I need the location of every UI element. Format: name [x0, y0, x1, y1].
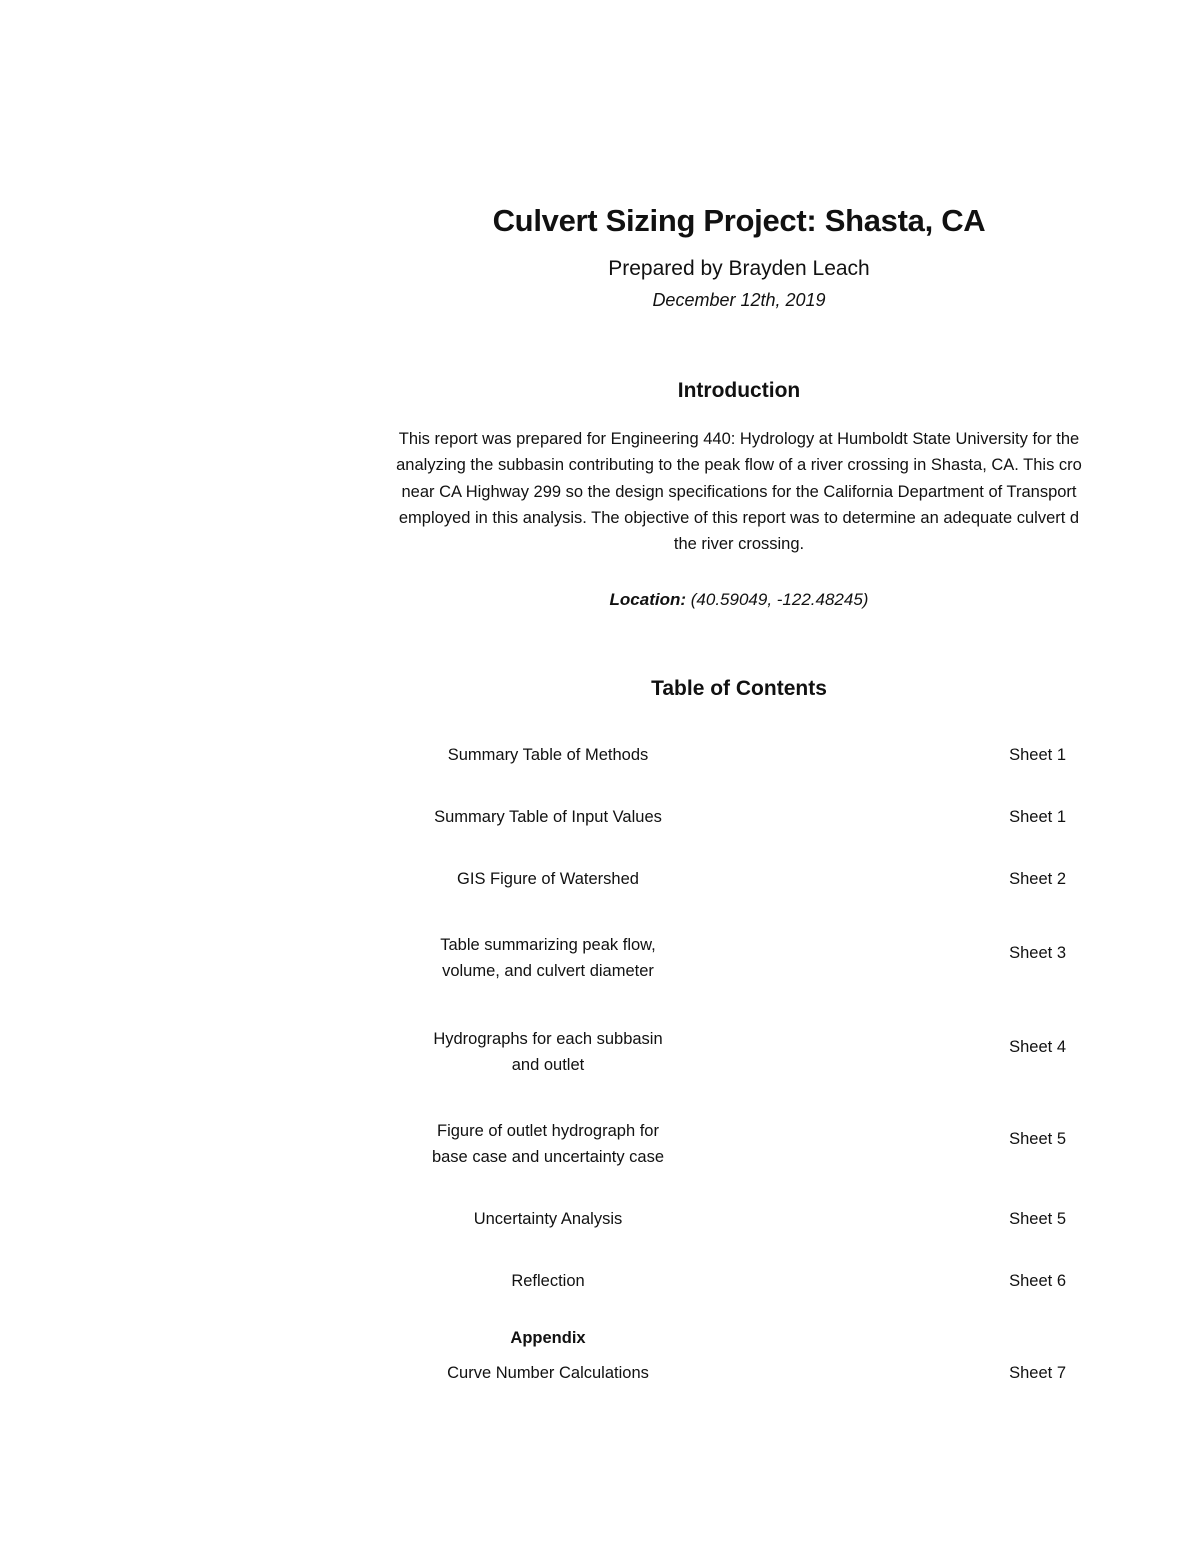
- introduction-heading: Introduction: [677, 379, 801, 402]
- toc-item-sheet: Sheet 4: [1009, 1038, 1066, 1056]
- intro-line: This report was prepared for Engineering 440: Hydrology at Humboldt State University for the: [398, 430, 1080, 448]
- toc-item-text: volume, and culvert diameter: [442, 962, 654, 980]
- intro-line: analyzing the subbasin contributing to the peak flow of a river crossing in Shasta, CA. This cro: [396, 456, 1082, 475]
- toc-item-sheet: Sheet 2: [1009, 870, 1066, 888]
- toc-item-text: Summary Table of Input Values: [434, 808, 662, 826]
- toc-item-text: Reflection: [511, 1272, 585, 1290]
- appendix-item-label: [398, 1360, 698, 1386]
- toc-item-label: [398, 932, 698, 984]
- toc-item-label: [398, 1206, 698, 1232]
- toc-item-text: and outlet: [511, 1056, 585, 1074]
- document-author: Prepared by Brayden Leach: [608, 257, 870, 280]
- toc-item-sheet: Sheet 6: [1009, 1272, 1066, 1290]
- toc-item-label: [398, 1026, 698, 1078]
- toc-item-label: [398, 1268, 698, 1294]
- document-title: Culvert Sizing Project: Shasta, CA: [492, 203, 986, 238]
- toc-item-label: [398, 804, 698, 830]
- toc-item-sheet: Sheet 1: [1009, 746, 1066, 764]
- toc-item-label: [398, 866, 698, 892]
- toc-item-text: Uncertainty Analysis: [473, 1210, 623, 1228]
- intro-line: the river crossing.: [673, 535, 805, 554]
- toc-item-text: Figure of outlet hydrograph for: [437, 1122, 659, 1140]
- toc-item-text: GIS Figure of Watershed: [457, 870, 639, 888]
- toc-item-sheet: Sheet 1: [1009, 808, 1066, 826]
- toc-item-text: Summary Table of Methods: [447, 746, 649, 764]
- intro-line: near CA Highway 299 so the design specifications for the California Department of Transport: [401, 482, 1077, 501]
- intro-line: employed in this analysis. The objective of this report was to determine an adequate culvert d: [398, 508, 1080, 527]
- document-date: December 12th, 2019: [652, 290, 826, 310]
- location-coordinates: [0, 590, 1200, 610]
- appendix-item-sheet: Sheet 7: [1009, 1364, 1066, 1382]
- toc-item-text: Table summarizing peak flow,: [440, 936, 656, 954]
- toc-item-sheet: Sheet 3: [1009, 944, 1066, 962]
- toc-item-label: [398, 1118, 698, 1170]
- introduction-paragraph: [0, 426, 1084, 566]
- appendix-heading: Appendix: [510, 1329, 586, 1347]
- toc-item-label: [398, 742, 698, 768]
- toc-item-text: Hydrographs for each subbasin: [433, 1030, 663, 1048]
- toc-heading: Table of Contents: [651, 677, 827, 700]
- location-value: (40.59049, -122.48245): [686, 590, 869, 609]
- location-label: Location:: [609, 590, 687, 609]
- toc-item-text: base case and uncertainty case: [431, 1148, 665, 1166]
- toc-item-sheet: Sheet 5: [1009, 1130, 1066, 1148]
- toc-item-text: Curve Number Calculations: [447, 1364, 649, 1382]
- toc-item-sheet: Sheet 5: [1009, 1210, 1066, 1228]
